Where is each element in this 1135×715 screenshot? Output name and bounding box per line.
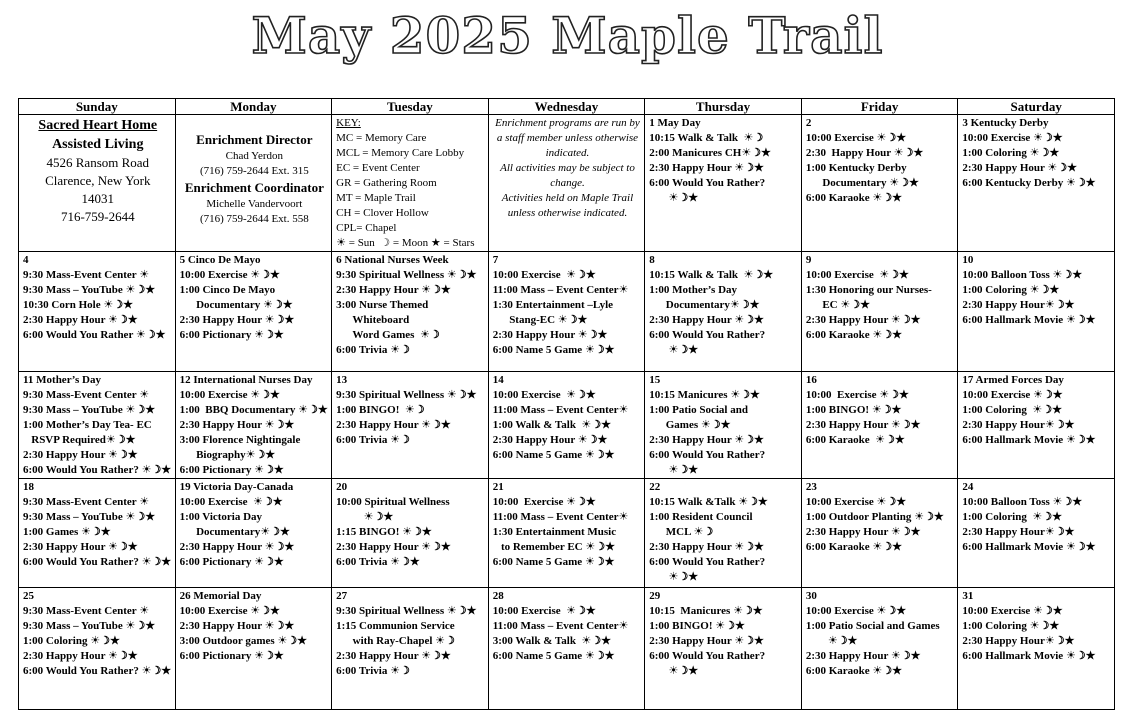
calendar-day-cell xyxy=(175,479,332,588)
activity-line: Documentary☀☽★ xyxy=(649,299,760,311)
calendar-day-cell xyxy=(801,479,958,588)
activity-line: 10:15 Manicures ☀☽★ xyxy=(649,605,763,617)
activity-line: 1:00 Coloring ☀☽★ xyxy=(962,147,1060,159)
activity-line: 2:30 Happy Hour ☀☽★ xyxy=(336,650,451,662)
activity-line: 1:00 Resident Council xyxy=(649,511,753,523)
calendar-day-cell xyxy=(332,479,489,588)
activity-line: MCL ☀☽ xyxy=(649,526,714,538)
activity-line: (716) 759-2644 Ext. 558 xyxy=(199,213,309,225)
activity-line: 1:30 Entertainment Music xyxy=(492,526,617,538)
day-heading: 12 International Nurses Day xyxy=(179,374,313,386)
activity-line: 2:30 Happy Hour ☀☽★ xyxy=(492,329,608,341)
weekday-header-row xyxy=(19,99,1115,115)
activity-line: Biography☀☽★ xyxy=(179,449,276,461)
activity-line: Enrichment Coordinator xyxy=(184,180,324,195)
activity-line: 1:00 Patio Social and Games xyxy=(805,620,940,632)
activity-line: 10:00 Spiritual Wellness xyxy=(336,496,450,508)
activity-line: 2:30 Happy Hour ☀☽★ xyxy=(336,284,451,296)
weekday-header: Tuesday xyxy=(332,99,489,115)
calendar-day-cell xyxy=(175,252,332,372)
activity-line: EC = Event Center xyxy=(336,162,420,174)
calendar-day-cell xyxy=(645,372,802,479)
day-heading: KEY: xyxy=(336,117,361,129)
activity-line: MC = Memory Care xyxy=(336,132,427,144)
activity-line: 6:00 Pictionary ☀☽★ xyxy=(179,650,284,662)
activity-line: 1:00 BINGO! ☀☽ xyxy=(336,404,425,416)
activity-line: 11:00 Mass – Event Center☀ xyxy=(492,511,629,523)
activity-line: 1:15 Communion Service xyxy=(336,620,455,632)
day-heading: 2 xyxy=(805,117,812,129)
activity-line: Documentary☀☽★ xyxy=(179,526,290,538)
calendar-day-cell xyxy=(488,115,645,252)
activity-line: 2:30 Happy Hour ☀☽★ xyxy=(805,419,921,431)
activity-line: Games ☀☽★ xyxy=(649,419,731,431)
weekday-header: Friday xyxy=(801,99,958,115)
activity-line: 10:00 Exercise ☀☽★ xyxy=(805,496,907,508)
activity-line: 1:00 Coloring ☀☽★ xyxy=(962,404,1062,416)
day-heading: 7 xyxy=(492,254,499,266)
activity-line: 2:30 Happy Hour ☀☽★ xyxy=(649,541,764,553)
calendar-day-cell xyxy=(332,115,489,252)
calendar-day-cell xyxy=(801,252,958,372)
activity-line: 6:00 Would You Rather? xyxy=(649,449,766,461)
activity-line: 6:00 Karaoke ☀☽★ xyxy=(805,665,902,677)
activity-line: 9:30 Spiritual Wellness ☀☽★ xyxy=(336,605,477,617)
activity-line: 3:00 Walk & Talk ☀☽★ xyxy=(492,635,612,647)
day-heading: 31 xyxy=(962,590,974,602)
activity-line: CH = Clover Hollow xyxy=(336,207,429,219)
day-heading: 8 xyxy=(649,254,655,266)
calendar-day-cell xyxy=(488,372,645,479)
activity-line: 716-759-2644 xyxy=(60,209,135,224)
activity-line: 3:00 Nurse Themed xyxy=(336,299,429,311)
activity-line: (716) 759-2644 Ext. 315 xyxy=(199,165,309,177)
activity-line: 10:00 Exercise ☀☽★ xyxy=(179,269,280,281)
activity-line: 1:15 BINGO! ☀☽★ xyxy=(336,526,432,538)
activity-line: 2:30 Happy Hour ☀☽★ xyxy=(649,434,764,446)
activity-line: 6:00 Karaoke ☀☽★ xyxy=(805,329,902,341)
day-heading: 1 May Day xyxy=(649,117,701,129)
day-heading: 30 xyxy=(805,590,817,602)
activity-line: 10:00 Balloon Toss ☀☽★ xyxy=(962,496,1083,508)
calendar-grid xyxy=(18,98,1115,710)
activity-line: ☀☽★ xyxy=(649,192,699,204)
calendar-day-cell xyxy=(958,372,1115,479)
calendar-day-cell xyxy=(175,115,332,252)
activity-line: 1:00 Mother’s Day Tea- EC xyxy=(23,419,152,431)
day-heading: 23 xyxy=(805,481,817,493)
activity-line: 6:00 Kentucky Derby ☀☽★ xyxy=(962,177,1096,189)
activity-line: 6:00 Would You Rather? xyxy=(649,556,766,568)
day-heading: 25 xyxy=(23,590,34,602)
day-heading: 13 xyxy=(336,374,348,386)
activity-line: 2:30 Happy Hour☀☽★ xyxy=(962,526,1075,538)
calendar-day-cell xyxy=(19,479,176,588)
activity-line: ☀☽★ xyxy=(805,635,858,647)
calendar-day-cell xyxy=(488,479,645,588)
activity-line: ☀☽★ xyxy=(649,344,699,356)
activity-line: 6:00 Pictionary ☀☽★ xyxy=(179,329,284,341)
activity-line: 6:00 Trivia ☀☽★ xyxy=(336,556,420,568)
day-heading: 6 National Nurses Week xyxy=(336,254,449,266)
day-heading: 21 xyxy=(492,481,504,493)
activity-line: 2:30 Happy Hour☀☽★ xyxy=(962,635,1075,647)
activity-line: 10:15 Manicures ☀☽★ xyxy=(649,389,760,401)
calendar-day-cell xyxy=(645,115,802,252)
activity-line: 6:00 Hallmark Movie ☀☽★ xyxy=(962,314,1096,326)
activity-line: 10:00 Exercise ☀☽★ xyxy=(962,389,1063,401)
activity-line: 10:00 Exercise ☀☽★ xyxy=(492,389,596,401)
activity-line: 3:00 Florence Nightingale xyxy=(179,434,301,446)
activity-line: 9:30 Mass-Event Center ☀ xyxy=(23,389,150,401)
activity-line: 2:30 Happy Hour ☀☽★ xyxy=(805,147,924,159)
day-heading: 18 xyxy=(23,481,34,493)
calendar-day-cell xyxy=(488,588,645,710)
activity-line: 9:30 Mass-Event Center ☀ xyxy=(23,269,150,281)
activity-line: 10:00 Exercise ☀☽★ xyxy=(179,496,283,508)
activity-line: 2:30 Happy Hour ☀☽★ xyxy=(179,314,295,326)
day-heading: 5 Cinco De Mayo xyxy=(179,254,261,266)
activity-line: 10:30 Corn Hole ☀☽★ xyxy=(23,299,133,311)
activity-line: 1:00 Kentucky Derby xyxy=(805,162,907,174)
activity-line: 14031 xyxy=(81,191,115,206)
activity-line: 9:30 Mass – YouTube ☀☽★ xyxy=(23,511,156,523)
day-heading: 20 xyxy=(336,481,348,493)
activity-line: 10:00 Exercise ☀☽★ xyxy=(805,389,909,401)
calendar-day-cell xyxy=(175,372,332,479)
activity-line: 6:00 Karaoke ☀☽★ xyxy=(805,434,905,446)
activity-line: 1:00 BINGO! ☀☽★ xyxy=(649,620,745,632)
activity-line: 6:00 Name 5 Game ☀☽★ xyxy=(492,650,615,662)
activity-line: 6:00 Would You Rather? xyxy=(649,650,766,662)
activity-line: Enrichment Director xyxy=(196,132,313,147)
activity-line: 10:00 Exercise ☀☽★ xyxy=(179,605,280,617)
calendar-day-cell xyxy=(801,115,958,252)
activity-line: 9:30 Mass – YouTube ☀☽★ xyxy=(23,620,156,632)
activity-line: 11:00 Mass – Event Center☀ xyxy=(492,620,629,632)
activity-line: 6:00 Would You Rather? ☀☽★ xyxy=(23,464,172,476)
activity-line: 6:00 Would You Rather ☀☽★ xyxy=(23,329,166,341)
weekday-header: Sunday xyxy=(19,99,176,115)
day-heading: 3 Kentucky Derby xyxy=(962,117,1049,129)
activity-line: 2:30 Happy Hour ☀☽★ xyxy=(805,314,921,326)
calendar-week-row xyxy=(19,372,1115,479)
activity-line: MT = Maple Trail xyxy=(336,192,416,204)
activity-line: All activities may be subject to change. xyxy=(500,162,635,189)
activity-line: 1:00 Victoria Day xyxy=(179,511,263,523)
activity-line: 6:00 Would You Rather? xyxy=(649,177,766,189)
activity-line: RSVP Required☀☽★ xyxy=(23,434,136,446)
activity-line: 9:30 Spiritual Wellness ☀☽★ xyxy=(336,389,477,401)
activity-line: 3:00 Outdoor games ☀☽★ xyxy=(179,635,308,647)
day-heading: 19 Victoria Day-Canada xyxy=(179,481,294,493)
calendar-day-cell xyxy=(645,479,802,588)
weekday-header: Monday xyxy=(175,99,332,115)
day-heading: 17 Armed Forces Day xyxy=(962,374,1064,386)
activity-line: 10:00 Exercise ☀☽★ xyxy=(962,605,1063,617)
weekday-header: Thursday xyxy=(645,99,802,115)
activity-line: 1:30 Entertainment –Lyle xyxy=(492,299,614,311)
day-heading: 24 xyxy=(962,481,974,493)
activity-line: 1:00 Coloring ☀☽★ xyxy=(962,511,1062,523)
activity-line: 2:30 Happy Hour ☀☽★ xyxy=(179,419,295,431)
activity-line: 6:00 Trivia ☀☽ xyxy=(336,434,410,446)
activity-line: 4526 Ransom Road xyxy=(46,155,150,170)
activity-line: 2:30 Happy Hour ☀☽★ xyxy=(23,449,138,461)
activity-line: MCL = Memory Care Lobby xyxy=(336,147,465,159)
activity-line: 2:30 Happy Hour ☀☽★ xyxy=(649,635,764,647)
day-heading: 14 xyxy=(492,374,504,386)
activity-line: 6:00 Pictionary ☀☽★ xyxy=(179,464,284,476)
activity-line: 1:00 Games ☀☽★ xyxy=(23,526,111,538)
calendar-week-row xyxy=(19,252,1115,372)
calendar-week-row xyxy=(19,479,1115,588)
calendar-week-row xyxy=(19,588,1115,710)
day-heading: 28 xyxy=(492,590,504,602)
activity-line: 2:30 Happy Hour ☀☽★ xyxy=(179,620,295,632)
activity-line: 10:00 Exercise ☀☽★ xyxy=(962,132,1063,144)
activity-line: 10:15 Walk &Talk ☀☽★ xyxy=(649,496,768,508)
calendar-day-cell xyxy=(332,588,489,710)
activity-line: 11:00 Mass – Event Center☀ xyxy=(492,284,629,296)
activity-line: Michelle Vandervoort xyxy=(206,198,303,210)
activity-line: 2:30 Happy Hour ☀☽★ xyxy=(336,419,451,431)
activity-line: 6:00 Would You Rather? xyxy=(649,329,766,341)
calendar-day-cell xyxy=(332,252,489,372)
activity-line: 2:30 Happy Hour ☀☽★ xyxy=(805,526,921,538)
activity-line: Assisted Living xyxy=(52,137,144,152)
activity-line: 2:30 Happy Hour ☀☽★ xyxy=(492,434,608,446)
day-heading: 11 Mother’s Day xyxy=(23,374,101,386)
calendar-day-cell xyxy=(19,252,176,372)
activity-line: 6:00 Hallmark Movie ☀☽★ xyxy=(962,541,1096,553)
activity-line: 1:00 BBQ Documentary ☀☽★ xyxy=(179,404,328,416)
activity-line: Whiteboard xyxy=(336,314,410,326)
day-heading: 16 xyxy=(805,374,817,386)
day-heading: 9 xyxy=(805,254,812,266)
day-heading: 4 xyxy=(23,254,29,266)
activity-line: 2:30 Happy Hour ☀☽★ xyxy=(962,162,1078,174)
calendar-day-cell xyxy=(801,372,958,479)
day-heading: 15 xyxy=(649,374,661,386)
activity-line: 10:15 Walk & Talk ☀☽ xyxy=(649,132,764,144)
activity-line: 2:30 Happy Hour ☀☽★ xyxy=(649,314,764,326)
calendar-day-cell xyxy=(175,588,332,710)
activity-line: 2:30 Happy Hour ☀☽★ xyxy=(23,650,138,662)
activity-line: 10:00 Exercise ☀☽★ xyxy=(805,132,907,144)
activity-line: ☀☽★ xyxy=(649,665,699,677)
day-heading: Enrichment programs are run by a staff member unless otherwise indicated. xyxy=(495,117,640,159)
activity-line: Clarence, New York xyxy=(45,173,151,188)
day-heading: 22 xyxy=(649,481,661,493)
activity-line: 1:00 BINGO! ☀☽★ xyxy=(805,404,902,416)
activity-line: Chad Yerdon xyxy=(225,150,284,162)
activity-line: 1:00 Coloring ☀☽★ xyxy=(23,635,120,647)
activity-line: 6:00 Name 5 Game ☀☽★ xyxy=(492,449,615,461)
calendar-day-cell xyxy=(645,252,802,372)
activity-line: 2:30 Happy Hour ☀☽★ xyxy=(23,314,138,326)
activity-line: 2:30 Happy Hour☀☽★ xyxy=(962,299,1075,311)
activity-line: ☀☽★ xyxy=(649,571,699,583)
calendar-day-cell xyxy=(958,479,1115,588)
activity-line: Documentary ☀☽★ xyxy=(179,299,293,311)
day-heading: Sacred Heart Home xyxy=(38,118,158,133)
activity-line: GR = Gathering Room xyxy=(336,177,437,189)
calendar-day-cell xyxy=(801,588,958,710)
activity-line: 2:30 Happy Hour ☀☽★ xyxy=(23,541,138,553)
calendar-day-cell xyxy=(958,115,1115,252)
activity-line: 6:00 Trivia ☀☽ xyxy=(336,665,410,677)
calendar-day-cell xyxy=(645,588,802,710)
weekday-header: Saturday xyxy=(958,99,1115,115)
calendar-day-cell xyxy=(958,588,1115,710)
activity-line: 6:00 Name 5 Game ☀☽★ xyxy=(492,344,615,356)
calendar-day-cell xyxy=(19,115,176,252)
activity-line: 1:30 Honoring our Nurses- xyxy=(805,284,932,296)
activity-line: Word Games ☀☽ xyxy=(336,329,440,341)
activity-line: 6:00 Hallmark Movie ☀☽★ xyxy=(962,650,1096,662)
activity-line: 10:00 Exercise ☀☽★ xyxy=(492,496,596,508)
activity-line: ☀☽★ xyxy=(649,464,699,476)
day-heading: 27 xyxy=(336,590,348,602)
activity-line: 1:00 Walk & Talk ☀☽★ xyxy=(492,419,612,431)
activity-line: 2:30 Happy Hour ☀☽★ xyxy=(179,541,295,553)
activity-line: 6:00 Would You Rather? ☀☽★ xyxy=(23,665,172,677)
activity-line: 11:00 Mass – Event Center☀ xyxy=(492,404,629,416)
activity-line: 10:00 Exercise ☀☽★ xyxy=(179,389,280,401)
weekday-header: Wednesday xyxy=(488,99,645,115)
activity-line: ☀☽★ xyxy=(336,511,394,523)
activity-line: 6:00 Hallmark Movie ☀☽★ xyxy=(962,434,1096,446)
activity-line: 10:00 Exercise ☀☽★ xyxy=(805,269,909,281)
activity-line: 1:00 Mother’s Day xyxy=(649,284,738,296)
activity-line: 10:00 Exercise ☀☽★ xyxy=(492,269,596,281)
day-heading: 29 xyxy=(649,590,661,602)
activity-line: 10:00 Exercise ☀☽★ xyxy=(805,605,907,617)
activity-line: 6:00 Karaoke ☀☽★ xyxy=(805,192,902,204)
activity-line: Activities held on Maple Trail unless otherwise indicated. xyxy=(501,192,634,219)
day-heading: 26 Memorial Day xyxy=(179,590,262,602)
activity-line: 2:30 Happy Hour ☀☽★ xyxy=(805,650,921,662)
activity-line: Stang-EC ☀☽★ xyxy=(492,314,588,326)
activity-line: 6:00 Name 5 Game ☀☽★ xyxy=(492,556,615,568)
activity-line: 2:30 Happy Hour☀☽★ xyxy=(962,419,1075,431)
activity-line: Documentary ☀☽★ xyxy=(805,177,919,189)
activity-line: 2:30 Happy Hour ☀☽★ xyxy=(336,541,451,553)
activity-line: 1:00 Coloring ☀☽★ xyxy=(962,284,1060,296)
day-heading: 10 xyxy=(962,254,974,266)
activity-line: with Ray-Chapel ☀☽ xyxy=(336,635,455,647)
activity-line: 6:00 Trivia ☀☽ xyxy=(336,344,410,356)
activity-line: 9:30 Mass-Event Center ☀ xyxy=(23,496,150,508)
activity-line: 2:30 Happy Hour ☀☽★ xyxy=(649,162,764,174)
activity-line: EC ☀☽★ xyxy=(805,299,870,311)
activity-line: CPL= Chapel xyxy=(336,222,397,234)
calendar-day-cell xyxy=(488,252,645,372)
activity-line: 9:30 Spiritual Wellness ☀☽★ xyxy=(336,269,477,281)
activity-line: 9:30 Mass-Event Center ☀ xyxy=(23,605,150,617)
activity-line: 6:00 Pictionary ☀☽★ xyxy=(179,556,284,568)
activity-line: to Remember EC ☀☽★ xyxy=(492,541,615,553)
activity-line: 1:00 Cinco De Mayo xyxy=(179,284,276,296)
activity-line: 6:00 Karaoke ☀☽★ xyxy=(805,541,902,553)
activity-line: 10:00 Exercise ☀☽★ xyxy=(492,605,596,617)
activity-line: 1:00 Outdoor Planting ☀☽★ xyxy=(805,511,944,523)
activity-line: 1:00 Coloring ☀☽★ xyxy=(962,620,1060,632)
calendar-week-row xyxy=(19,115,1115,252)
activity-line: 2:00 Manicures CH☀☽★ xyxy=(649,147,771,159)
activity-line: 10:00 Balloon Toss ☀☽★ xyxy=(962,269,1083,281)
calendar-day-cell xyxy=(958,252,1115,372)
activity-line: 9:30 Mass – YouTube ☀☽★ xyxy=(23,284,156,296)
activity-line: 10:15 Walk & Talk ☀☽★ xyxy=(649,269,774,281)
page-title: May 2025 Maple Trail xyxy=(251,6,884,65)
calendar-day-cell xyxy=(19,372,176,479)
activity-line: 1:00 Patio Social and xyxy=(649,404,748,416)
calendar-day-cell xyxy=(19,588,176,710)
day-heading xyxy=(180,116,330,131)
calendar-day-cell xyxy=(332,372,489,479)
activity-line: 9:30 Mass – YouTube ☀☽★ xyxy=(23,404,156,416)
activity-line: 6:00 Would You Rather? ☀☽★ xyxy=(23,556,172,568)
activity-line: ☀ = Sun ☽ = Moon ★ = Stars xyxy=(336,237,475,249)
